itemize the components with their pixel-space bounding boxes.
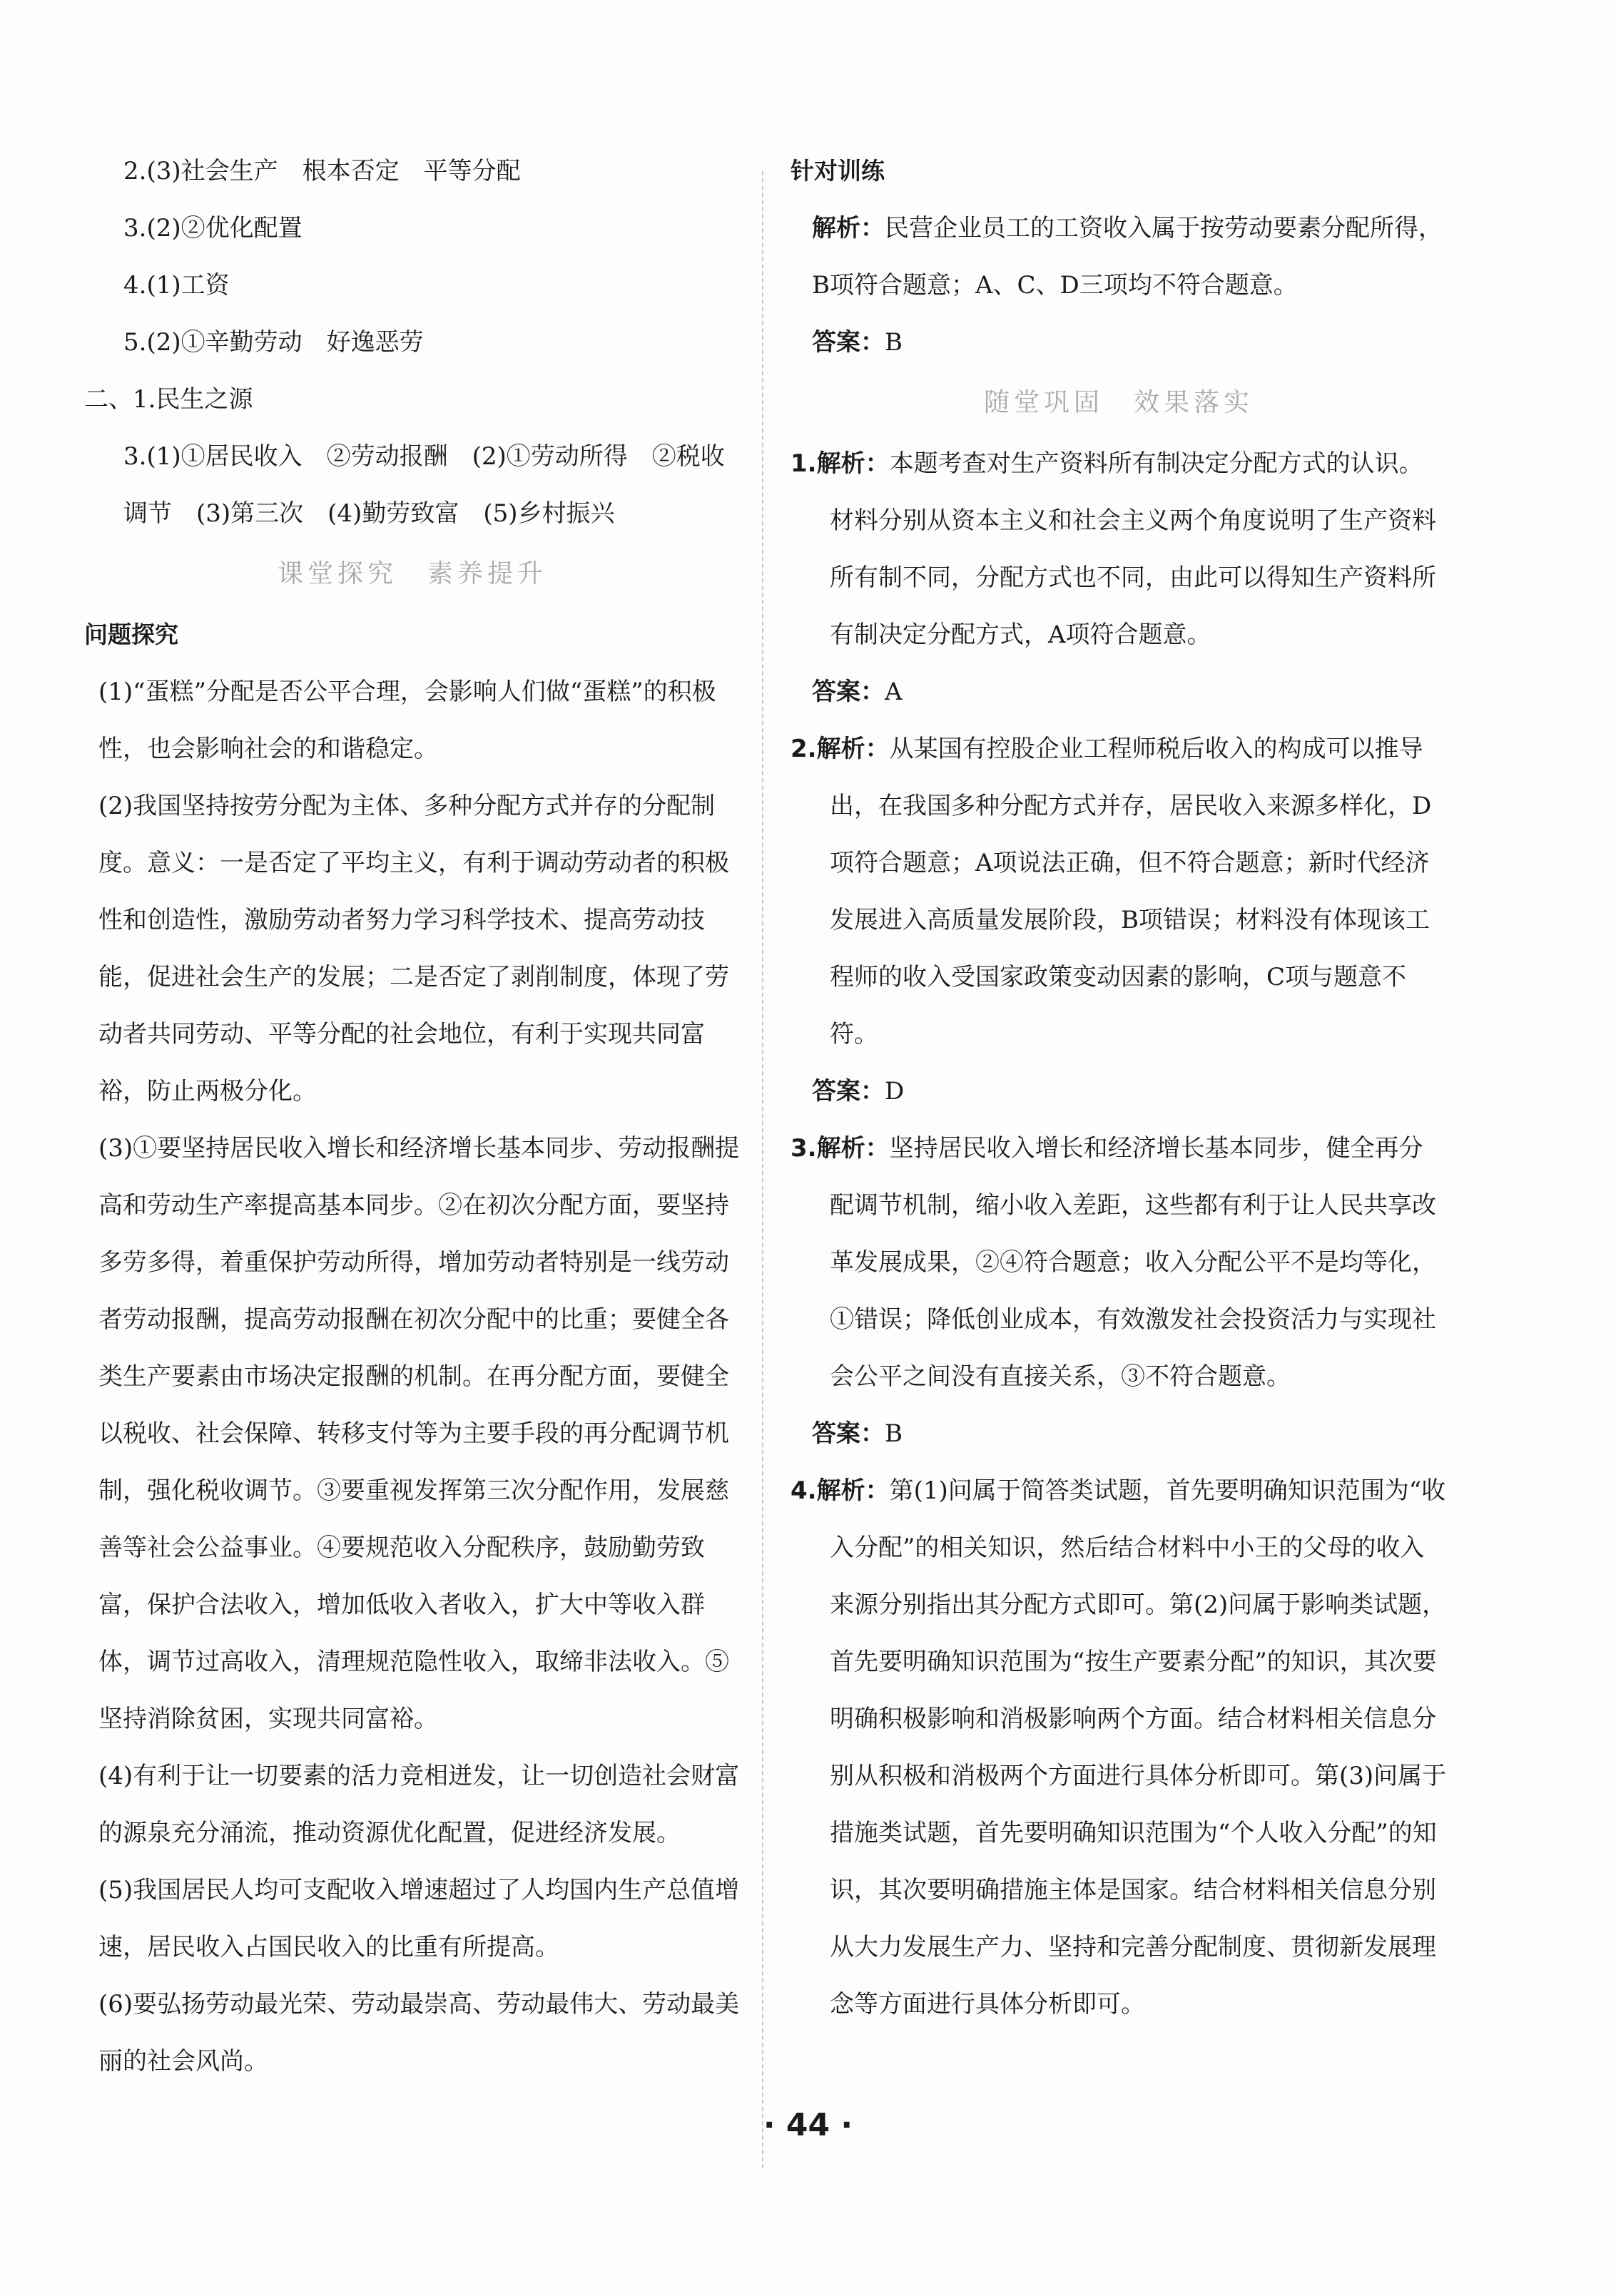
answer-line: 3.(1)①居民收入 ②劳动报酬 (2)①劳动所得 ②税收调节 (3)第三次 (4)勤劳致富 (5)乡村振兴 [123, 442, 725, 528]
paragraph: (1)“蛋糕”分配是否公平合理，会影响人们做“蛋糕”的积极性，也会影响社会的和谐稳定。 [98, 678, 716, 763]
explanation-label: 解析： [816, 1476, 890, 1505]
answer-label: 答案： [812, 328, 885, 357]
question-explanation [791, 1462, 1447, 2033]
explanation-text: 第(1)问属于简答类试题，首先要明确知识范围为“收入分配”的相关知识，然后结合材料中小王的父母的收入来源分别指出其分配方式即可。第(2)问属于影响类试题，首先要明确知识范围为“按生产要素分配”的知识，其次要明确积极影响和消极影响两个方面。结合材料相关信息分别从积极和消极两个方面进行具体分析即可。第(3)问属于措施类试题，首先要明确知识范围为“个人收入分配”的知识，其次要明确措施主体是国家。结合材料相关信息分别从大力发展生产力、坚持和完善分配制度、贯彻新发展理念等方面进行具体分析即可。 [830, 1476, 1447, 2019]
section-banner: 随堂巩固 效果落实 [983, 388, 1254, 417]
section-banner: 课堂探究 素养提升 [277, 559, 547, 588]
answer [791, 314, 1447, 371]
paragraph: (2)我国坚持按劳分配为主体、多种分配方式并存的分配制度。意义：一是否定了平均主义，有利于调动劳动者的积极性和创造性，激励劳动者努力学习科学技术、提高劳动技能，促进社会生产的发展；二是否定了剥削制度，体现了劳动者共同劳动、平等分配的社会地位，有利于实现共同富裕，防止两极分化。 [98, 792, 729, 1106]
section-title: 二、1.民生之源 [84, 385, 253, 414]
explanation-text: 民营企业员工的工资收入属于按劳动要素分配所得，B项符合题意；A、C、D三项均不符合题意。 [812, 214, 1443, 300]
question-number: 4. [791, 1476, 817, 1505]
explanation-label: 解析： [816, 449, 890, 478]
paragraph: (5)我国居民人均可支配收入增速超过了人均国内生产总值增速，居民收入占国民收入的比重有所提高。 [98, 1876, 740, 1961]
answer-label: 答案： [812, 1077, 885, 1106]
answer-line: 2.(3)社会生产 根本否定 平等分配 [123, 157, 521, 185]
question-number: 1. [791, 449, 817, 478]
question-number: 3. [791, 1134, 817, 1163]
explanation-text: 本题考查对生产资料所有制决定分配方式的认识。材料分别从资本主义和社会主义两个角度说明了生产资料所有制不同，分配方式也不同，由此可以得知生产资料所有制决定分配方式，A项符合题意。 [830, 449, 1436, 649]
question-number: 2. [791, 735, 817, 763]
paragraph: (4)有利于让一切要素的活力竞相迸发，让一切创造社会财富的源泉充分涌流，推动资源优化配置，促进经济发展。 [98, 1762, 740, 1847]
explanation-label: 解析： [816, 735, 890, 763]
answer-line: 3.(2)②优化配置 [123, 214, 303, 243]
explanation-label: 解析： [816, 1134, 890, 1163]
answer-line: 4.(1)工资 [123, 271, 230, 300]
answer [791, 1405, 1447, 1462]
answer [791, 1063, 1447, 1120]
explanation-text: 坚持居民收入增长和经济增长基本同步，健全再分配调节机制，缩小收入差距，这些都有利于让人民共享改革发展成果，②④符合题意；收入分配公平不是均等化，①错误；降低创业成本，有效激发社会投资活力与实现社会公平之间没有直接关系，③不符合题意。 [830, 1134, 1436, 1391]
explanation [791, 200, 1447, 314]
page-number: · 44 · [763, 2107, 853, 2143]
question-explanation [791, 1120, 1447, 1405]
column-divider [762, 171, 763, 2168]
answer-value: D [885, 1077, 905, 1106]
question-explanation [791, 720, 1447, 1063]
question-explanation [791, 435, 1447, 663]
paragraph: (6)要弘扬劳动最光荣、劳动最崇高、劳动最伟大、劳动最美丽的社会风尚。 [98, 1990, 740, 2076]
explanation-label: 解析： [812, 214, 885, 243]
paragraph: (3)①要坚持居民收入增长和经济增长基本同步、劳动报酬提高和劳动生产率提高基本同步。②在初次分配方面，要坚持多劳多得，着重保护劳动所得，增加劳动者特别是一线劳动者劳动报酬，提高劳动报酬在初次分配中的比重；要健全各类生产要素由市场决定报酬的机制。在再分配方面，要健全以税收、社会保障、转移支付等为主要手段的再分配调节机制，强化税收调节。③要重视发挥第三次分配作用，发展慈善等社会公益事业。④要规范收入分配秩序，鼓励勤劳致富，保护合法收入，增加低收入者收入，扩大中等收入群体，调节过高收入，清理规范隐性收入，取缔非法收入。⑤坚持消除贫困，实现共同富裕。 [98, 1134, 740, 1733]
answer-line: 5.(2)①辛勤劳动 好逸恶劳 [123, 328, 424, 357]
answer [791, 663, 1447, 720]
answer-value: A [885, 678, 903, 706]
section-heading: 针对训练 [791, 157, 885, 185]
answer-label: 答案： [812, 678, 885, 706]
answer-value: B [885, 1419, 903, 1448]
answer-value: B [885, 328, 903, 357]
answer-label: 答案： [812, 1419, 885, 1448]
right-column [791, 143, 1447, 2033]
section-heading: 问题探究 [84, 621, 178, 648]
explanation-text: 从某国有控股企业工程师税后收入的构成可以推导出，在我国多种分配方式并存，居民收入来源多样化，D项符合题意；A项说法正确，但不符合题意；新时代经济发展进入高质量发展阶段，B项错误；材料没有体现该工程师的收入受国家政策变动因素的影响，C项与题意不符。 [830, 735, 1432, 1048]
left-column [84, 143, 741, 2090]
